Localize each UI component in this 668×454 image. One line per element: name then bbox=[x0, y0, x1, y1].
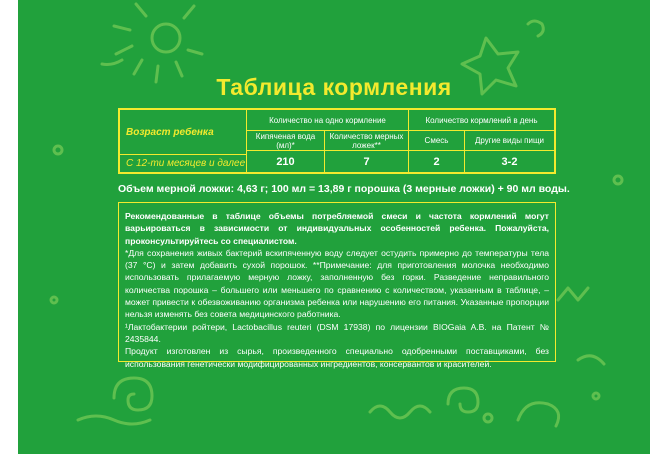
spoons-column-header: Количество мерных ложек** bbox=[329, 131, 404, 150]
row-mix-value: 2 bbox=[433, 155, 440, 168]
recommendation-text: Рекомендованные в таблице объемы потребляемой смеси и частота кормлений могут варьироваться в зависимости от индивидуальных особенностей ребенка. Пожалуйста, проконсультируйтесь со специалистом. bbox=[125, 211, 549, 246]
spoon-volume-note: Объем мерной ложки: 4,63 г; 100 мл = 13,89 г порошка (3 мерные ложки) + 90 мл воды. bbox=[118, 183, 570, 195]
info-box bbox=[118, 202, 556, 369]
feeding-table-panel bbox=[18, 0, 650, 454]
ingredients-note: Продукт изготовлен из сырья, произведенного специально одобренными поставщиками, без использования генетически модифицированных ингредиентов, консервантов и красителей. bbox=[125, 346, 549, 369]
feeding-table bbox=[118, 108, 556, 174]
row-water-value: 210 bbox=[276, 155, 295, 168]
swirl-doodle bbox=[78, 378, 152, 424]
preparation-note: *Для сохранения живых бактерий вскипяченную воду следует остудить примерно до температуры тела (37 °С) и затем добавить сухой порошок. **Примечание: для приготовления молочка необходимо использовать прилагаемую мерную ложку, заполненную без горки. Разведение неправильного количества порошка – большего или меньшего по сравнению с количеством, указанным в таблице, – может привести к обезвоживанию организма ребенка или нарушению его питания. Указанные пропорции нельзя изменять без совета медицинского работника. bbox=[125, 247, 549, 320]
water-column-header: Кипяченая вода (мл)* bbox=[255, 131, 316, 150]
per-feeding-group-header: Количество на одно кормление bbox=[269, 115, 386, 125]
row-other-value: 3-2 bbox=[501, 155, 518, 168]
mix-column-header: Смесь bbox=[424, 136, 449, 145]
row-spoons-value: 7 bbox=[363, 155, 370, 168]
feedings-per-day-group-header: Количество кормлений в день bbox=[425, 115, 538, 125]
age-column-header: Возраст ребенка bbox=[126, 126, 214, 138]
page-title: Таблица кормления bbox=[216, 74, 452, 100]
other-food-column-header: Другие виды пищи bbox=[474, 136, 545, 145]
sun-doodle bbox=[102, 4, 202, 82]
lactobacillus-note: ¹Лактобактерии ройтери, Lactobacillus reuteri (DSM 17938) по лицензии BIOGaia A.B. на Патент № 2435844. bbox=[125, 321, 549, 344]
row-age-value: С 12-ти месяцев и далее bbox=[126, 158, 246, 169]
